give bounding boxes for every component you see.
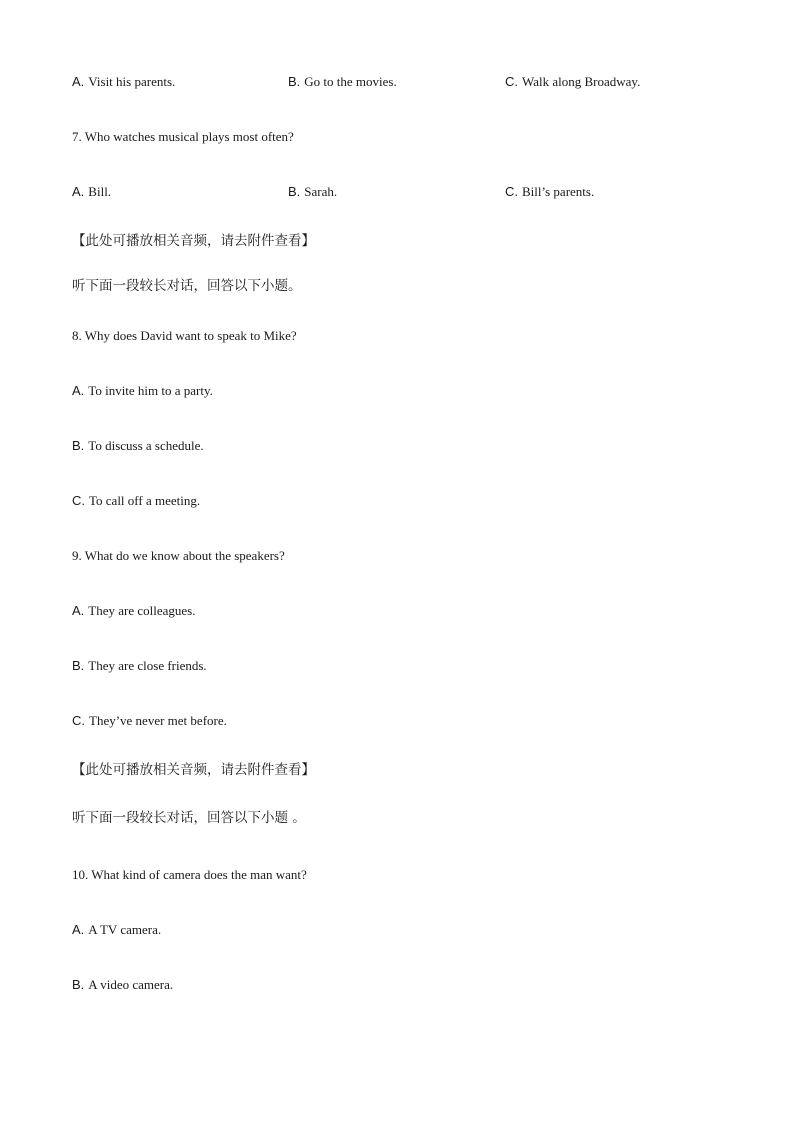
- audio-note: 【此处可播放相关音频，请去附件查看】: [72, 762, 315, 778]
- q6-options-row: [72, 73, 732, 91]
- q8-option-c: [72, 492, 200, 510]
- q8-question: 8. Why does David want to speak to Mike?: [72, 328, 297, 343]
- option-text: A TV camera.: [88, 922, 162, 937]
- q7-option-b: [288, 183, 337, 201]
- option-text: They’ve never met before.: [89, 713, 227, 728]
- option-text: To discuss a schedule.: [88, 438, 204, 453]
- audio-note: 【此处可播放相关音频，请去附件查看】: [72, 233, 315, 249]
- q7-options-row: [72, 183, 732, 201]
- option-text: Visit his parents.: [88, 74, 176, 89]
- option-letter: C.: [72, 493, 85, 508]
- option-letter: C.: [505, 184, 518, 199]
- option-text: A video camera.: [88, 977, 174, 992]
- option-text: Walk along Broadway.: [522, 74, 641, 89]
- option-text: To call off a meeting.: [89, 493, 201, 508]
- option-letter: A.: [72, 383, 85, 398]
- option-text: Go to the movies.: [304, 74, 397, 89]
- q6-option-b: [288, 73, 397, 91]
- q9-option-c: [72, 712, 227, 730]
- q9-question: 9. What do we know about the speakers?: [72, 548, 285, 563]
- q10-question: 10. What kind of camera does the man want?: [72, 867, 307, 882]
- q10-option-b: [72, 976, 173, 994]
- q7-option-c: [505, 183, 594, 201]
- q8-option-a: [72, 382, 213, 400]
- q9-option-a: [72, 602, 196, 620]
- q8-option-b: [72, 437, 204, 455]
- q7-question: 7. Who watches musical plays most often?: [72, 129, 294, 144]
- q10-option-a: [72, 921, 161, 939]
- listening-instruction: 听下面一段较长对话，回答以下小题 。: [72, 810, 306, 826]
- option-letter: B.: [288, 184, 301, 199]
- option-letter: B.: [72, 658, 85, 673]
- q7-option-a: [72, 183, 111, 201]
- option-letter: B.: [288, 74, 301, 89]
- q6-option-a: [72, 73, 175, 91]
- option-letter: B.: [72, 438, 85, 453]
- option-text: They are close friends.: [88, 658, 207, 673]
- option-letter: A.: [72, 184, 85, 199]
- option-text: Sarah.: [304, 184, 338, 199]
- option-letter: A.: [72, 922, 85, 937]
- option-letter: A.: [72, 603, 85, 618]
- option-text: To invite him to a party.: [88, 383, 213, 398]
- option-text: Bill.: [88, 184, 112, 199]
- q9-option-b: [72, 657, 207, 675]
- option-letter: C.: [505, 74, 518, 89]
- option-text: Bill’s parents.: [522, 184, 595, 199]
- option-letter: B.: [72, 977, 85, 992]
- option-text: They are colleagues.: [88, 603, 196, 618]
- listening-instruction: 听下面一段较长对话，回答以下小题。: [72, 278, 302, 294]
- option-letter: C.: [72, 713, 85, 728]
- option-letter: A.: [72, 74, 85, 89]
- q6-option-c: [505, 73, 640, 91]
